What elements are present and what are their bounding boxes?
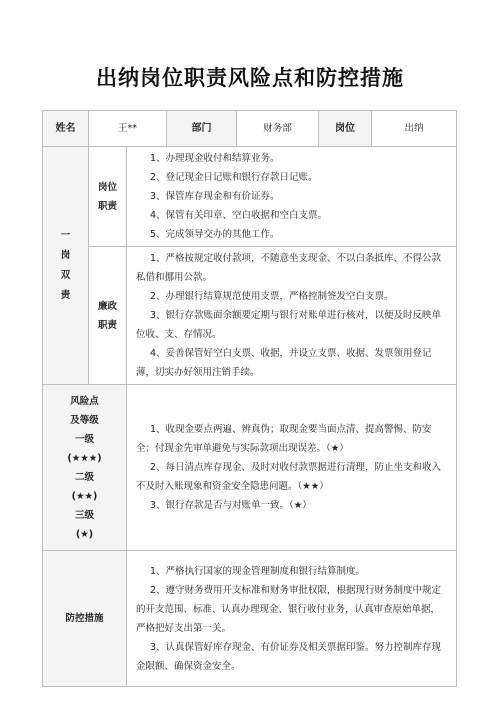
list-item: 2、每日清点库存现金、及时对收付款票据进行清理，防止坐支和收入不及时入账现象和资金安全隐患问题。（★★） bbox=[136, 462, 442, 492]
dept-value: 财务部 bbox=[237, 111, 319, 147]
prevention-row bbox=[43, 551, 457, 687]
header-row bbox=[43, 111, 457, 147]
post-label: 岗位 bbox=[319, 111, 372, 147]
list-item: 1、严格按规定收付款项，不随意坐支现金、不以白条抵库、不得公款私借和挪用公款。 bbox=[136, 253, 442, 283]
page-title: 出纳岗位职责风险点和防控措施 bbox=[96, 66, 404, 90]
dept-label: 部门 bbox=[167, 111, 237, 147]
post-duty-content bbox=[127, 147, 457, 247]
list-item: 5、完成领导交办的其他工作。 bbox=[150, 229, 280, 240]
list-item: 1、严格执行国家的现金管理制度和银行结算制度。 bbox=[150, 565, 366, 577]
list-item: 2、办理银行结算规范使用支票，严格控制签发空白支票。 bbox=[150, 291, 394, 302]
list-item: 2、登记现金日记账和银行存款日记账。 bbox=[150, 172, 318, 183]
post-duty-label: 岗位 职责 bbox=[89, 147, 127, 247]
list-item: 4、妥善保管好空白支票、收据，并设立支票、收据、发票领用登记薄，切实办好领用注销手续。 bbox=[136, 348, 432, 378]
post-value: 出纳 bbox=[372, 111, 457, 147]
name-label: 姓名 bbox=[43, 111, 89, 147]
name-value: 王** bbox=[89, 111, 167, 147]
list-item: 4、保管有关印章、空白收据和空白支票。 bbox=[150, 210, 328, 221]
risk-content bbox=[127, 385, 457, 551]
list-item: 1、办理现金收付和结算业务。 bbox=[150, 153, 280, 164]
post-duty-row bbox=[43, 147, 457, 247]
integrity-duty-row bbox=[43, 247, 457, 385]
list-item: 3、银行存款是否与对账单一致。（★） bbox=[150, 500, 312, 511]
one-post-two-duties-label: 一 岗 双 责 bbox=[43, 147, 89, 385]
integrity-duty-label: 廉政 职责 bbox=[89, 247, 127, 385]
list-item: 3、认真保管好库存现金、有价证券及相关票据印鉴。努力控制库存现金限额、确保资金安全。 bbox=[136, 641, 442, 672]
list-item: 3、保管库存现金和有价证券。 bbox=[150, 191, 280, 202]
prevention-label: 防控措施 bbox=[43, 551, 127, 687]
list-item: 3、银行存款账面余额要定期与银行对账单进行核对，以便及时反映单位收、支、存情况。 bbox=[136, 310, 442, 340]
prevention-content bbox=[127, 551, 457, 687]
risk-level-label: 风险点 及等级 一级 (★★★) 二级 (★★) 三级 (★) bbox=[43, 385, 127, 551]
duty-risk-table bbox=[42, 110, 457, 687]
list-item: 2、遵守财务费用开支标准和财务审批权限，根据现行财务制度中规定的开支范围、标准、认真办理现金、银行收付业务，认真审查原始单据，严格把好支出第一关。 bbox=[136, 584, 442, 634]
risk-row bbox=[43, 385, 457, 551]
list-item: 1、收现金要点两遍、辨真伪；取现金要当面点清、提高警惕、防安全；付现金先审单避免与实际款项出现误差。（★） bbox=[136, 424, 432, 454]
integrity-duty-content bbox=[127, 247, 457, 385]
